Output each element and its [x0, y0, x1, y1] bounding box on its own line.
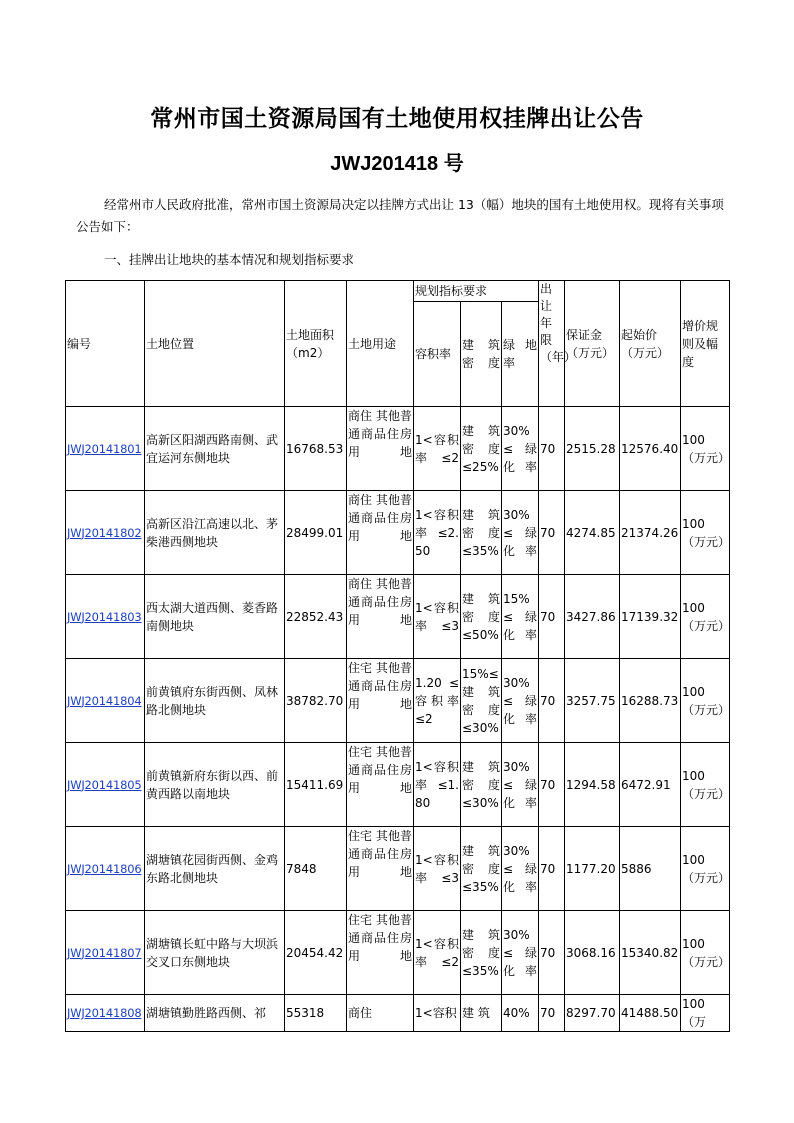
parcel-increment: 100（万元）	[681, 743, 730, 827]
parcel-area: 55318	[285, 995, 347, 1032]
parcel-start-price: 41488.50	[620, 995, 681, 1032]
parcel-location: 高新区沿江高速以北、茅柴港西侧地块	[145, 491, 285, 575]
parcel-green: 30% ≤ 绿化率	[502, 491, 539, 575]
parcel-code-link[interactable]: JWJ20141806	[67, 861, 142, 876]
parcel-start-price: 12576.40	[620, 407, 681, 491]
parcel-location: 前黄镇府东街西侧、凤林路北侧地块	[145, 659, 285, 743]
parcel-increment: 100（万元）	[681, 827, 730, 911]
parcel-area: 15411.69	[285, 743, 347, 827]
parcel-use: 商住 其他普通商品住房用地	[347, 575, 414, 659]
parcel-green: 15% ≤ 绿化率	[502, 575, 539, 659]
header-location: 土地位置	[145, 281, 285, 407]
parcel-code-link[interactable]: JWJ20141808	[67, 1006, 142, 1020]
parcel-increment: 100（万元）	[681, 659, 730, 743]
parcel-location: 前黄镇新府东街以西、前黄西路以南地块	[145, 743, 285, 827]
header-density: 建 筑密度	[461, 302, 502, 407]
parcel-deposit: 1294.58	[565, 743, 620, 827]
parcel-density: 建 筑 密 度 ≤30%	[461, 743, 502, 827]
parcel-area: 28499.01	[285, 491, 347, 575]
parcel-code-link[interactable]: JWJ20141802	[67, 525, 142, 540]
parcel-area: 38782.70	[285, 659, 347, 743]
parcel-start-price: 21374.26	[620, 491, 681, 575]
parcel-start-price: 17139.32	[620, 575, 681, 659]
parcel-far: 1<容积率 ≤2.50	[414, 491, 461, 575]
parcel-years: 70	[539, 575, 565, 659]
parcel-location: 湖塘镇勤胜路西侧、祁	[145, 995, 285, 1032]
parcel-code-link[interactable]: JWJ20141801	[67, 441, 142, 456]
header-green: 绿 地率	[502, 302, 539, 407]
table-row	[66, 659, 730, 743]
parcel-far: 1<容积率 ≤1.80	[414, 743, 461, 827]
parcel-code-link[interactable]: JWJ20141803	[67, 609, 142, 624]
parcel-green: 30% ≤ 绿化率	[502, 407, 539, 491]
table-row	[66, 575, 730, 659]
parcel-density: 建 筑 密 度 ≤35%	[461, 827, 502, 911]
parcel-far: 1<容积率≤2	[414, 407, 461, 491]
parcel-density: 建 筑	[461, 995, 502, 1032]
parcel-use: 商住	[347, 995, 414, 1032]
parcel-use: 商住 其他普通商品住房用地	[347, 407, 414, 491]
parcel-area: 7848	[285, 827, 347, 911]
header-area: 土地面积（m2）	[285, 281, 347, 407]
parcel-years: 70	[539, 407, 565, 491]
table-row	[66, 491, 730, 575]
parcel-green: 30% ≤ 绿化率	[502, 827, 539, 911]
parcel-green: 30% ≤ 绿化率	[502, 743, 539, 827]
header-start-price: 起始价（万元）	[620, 281, 681, 407]
parcel-use: 商住 其他普通商品住房用地	[347, 491, 414, 575]
parcel-years: 70	[539, 491, 565, 575]
parcel-start-price: 5886	[620, 827, 681, 911]
parcel-far: 1<容积	[414, 995, 461, 1032]
parcel-green: 40%	[502, 995, 539, 1032]
parcel-use: 住宅 其他普通商品住房用地	[347, 743, 414, 827]
parcel-location: 湖塘镇长虹中路与大坝浜交叉口东侧地块	[145, 911, 285, 995]
table-row	[66, 995, 730, 1032]
parcel-far: 1.20 ≤容积率≤2	[414, 659, 461, 743]
table-row	[66, 743, 730, 827]
parcel-years: 70	[539, 743, 565, 827]
parcel-deposit: 8297.70	[565, 995, 620, 1032]
header-years: 出让年限（年）	[539, 281, 565, 407]
intro-paragraph: 经常州市人民政府批准，常州市国土资源局决定以挂牌方式出让 13（幅）地块的国有土地使用权。现将有关事项公告如下：	[76, 197, 724, 234]
parcel-code-link[interactable]: JWJ20141807	[67, 945, 142, 960]
parcel-green: 30% ≤ 绿化率	[502, 659, 539, 743]
section-heading: 一、挂牌出让地块的基本情况和规划指标要求	[104, 252, 355, 267]
parcel-years: 70	[539, 827, 565, 911]
parcel-density: 建 筑 密 度 ≤25%	[461, 407, 502, 491]
header-far: 容积率	[414, 302, 461, 407]
parcel-far: 1<容积率≤2	[414, 911, 461, 995]
parcel-location: 湖塘镇花园街西侧、金鸡东路北侧地块	[145, 827, 285, 911]
table-row	[66, 911, 730, 995]
parcel-years: 70	[539, 911, 565, 995]
parcel-density: 建 筑 密 度 ≤35%	[461, 491, 502, 575]
parcel-deposit: 3068.16	[565, 911, 620, 995]
parcel-deposit: 2515.28	[565, 407, 620, 491]
parcel-area: 20454.42	[285, 911, 347, 995]
parcel-green: 30% ≤ 绿化率	[502, 911, 539, 995]
header-planning-group: 规划指标要求	[414, 281, 539, 302]
table-row	[66, 827, 730, 911]
parcel-far: 1<容积率≤3	[414, 827, 461, 911]
parcel-code-link[interactable]: JWJ20141805	[67, 777, 142, 792]
parcel-use: 住宅 其他普通商品住房用地	[347, 911, 414, 995]
parcel-deposit: 3257.75	[565, 659, 620, 743]
parcel-increment: 100（万元）	[681, 911, 730, 995]
parcel-years: 70	[539, 659, 565, 743]
header-increment: 增价规则及幅度	[681, 281, 730, 407]
table-row	[66, 407, 730, 491]
parcel-increment: 100（万元）	[681, 491, 730, 575]
parcel-use: 住宅 其他普通商品住房用地	[347, 827, 414, 911]
parcel-increment: 100（万元）	[681, 575, 730, 659]
header-code: 编号	[66, 281, 145, 407]
parcel-use: 住宅 其他普通商品住房用地	[347, 659, 414, 743]
parcel-code-link[interactable]: JWJ20141804	[67, 693, 142, 708]
parcel-deposit: 1177.20	[565, 827, 620, 911]
parcel-area: 22852.43	[285, 575, 347, 659]
parcel-density: 建 筑 密 度 ≤50%	[461, 575, 502, 659]
parcel-location: 高新区阳湖西路南侧、武宜运河东侧地块	[145, 407, 285, 491]
parcel-deposit: 3427.86	[565, 575, 620, 659]
parcel-increment: 100（万	[681, 995, 730, 1032]
document-number: JWJ201418 号	[330, 153, 464, 175]
parcel-start-price: 15340.82	[620, 911, 681, 995]
parcel-far: 1<容积率≤3	[414, 575, 461, 659]
header-deposit: 保证金（万元）	[565, 281, 620, 407]
parcel-area: 16768.53	[285, 407, 347, 491]
parcel-density: 建 筑 密 度 ≤35%	[461, 911, 502, 995]
document-title: 常州市国土资源局国有土地使用权挂牌出让公告	[150, 106, 644, 132]
parcel-increment: 100（万元）	[681, 407, 730, 491]
parcel-years: 70	[539, 995, 565, 1032]
parcel-start-price: 16288.73	[620, 659, 681, 743]
parcel-start-price: 6472.91	[620, 743, 681, 827]
parcel-density: 15%≤ 建 筑 密 度 ≤30%	[461, 659, 502, 743]
parcel-deposit: 4274.85	[565, 491, 620, 575]
parcel-location: 西太湖大道西侧、菱香路南侧地块	[145, 575, 285, 659]
land-parcel-table	[65, 280, 730, 1032]
header-use: 土地用途	[347, 281, 414, 407]
